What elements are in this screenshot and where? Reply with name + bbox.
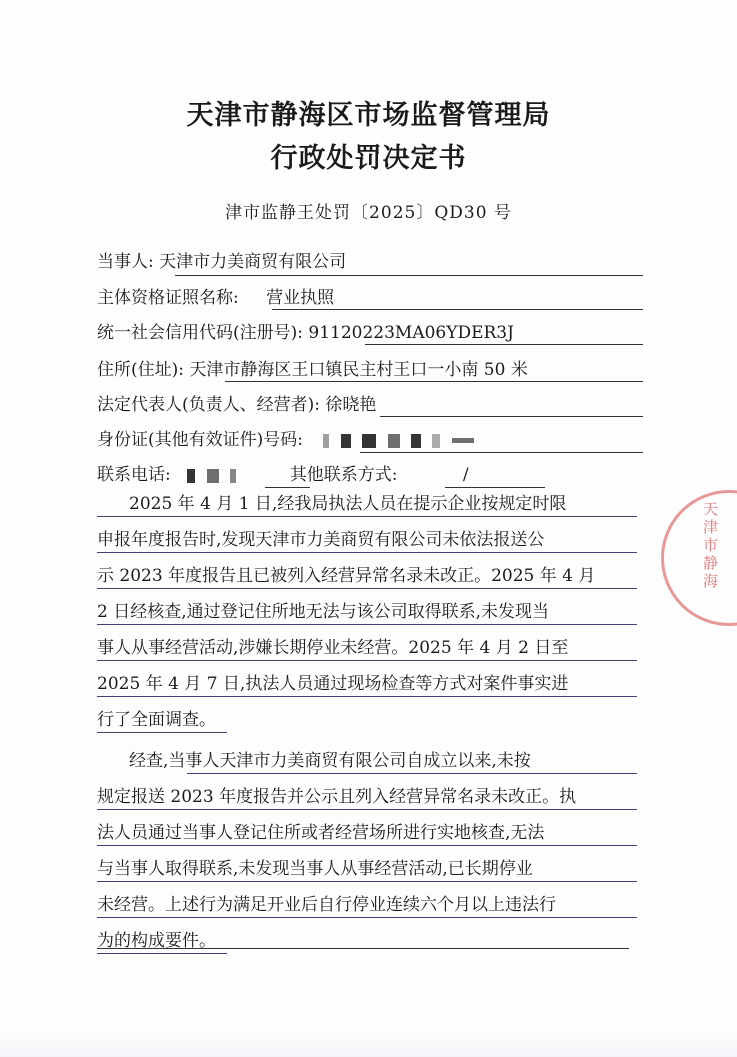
license-label: 主体资格证照名称: [97,288,239,308]
party-label: 当事人: [97,252,154,272]
p2-line: 为的构成要件。 [97,931,216,951]
license-underline [272,309,643,310]
p1-underline [97,660,637,661]
address-underline [225,381,643,382]
p1-underline [97,624,637,625]
p1-line: 行了全面调查。 [97,710,216,730]
rep-value: 徐晓艳 [325,395,377,415]
p2-line: 规定报送 2023 年度报告并公示且列入经营异常名录未改正。执 [97,787,577,807]
scan-edge-shade [0,1035,737,1057]
official-seal-text: 天津市静海 [703,500,719,590]
credit-underline [365,344,643,345]
p1-underline [97,588,637,589]
credit-row [97,318,514,344]
phone-redacted [184,465,290,485]
closing-underline [97,948,629,949]
license-value: 营业执照 [266,288,335,308]
p2-line: 与当事人取得联系,未发现当事人从事经营活动,已长期停业 [97,859,533,879]
p2-underline [97,845,637,846]
license-row [97,283,334,309]
p1-line: 示 2023 年度报告且已被列入经营异常名录未改正。2025 年 4 月 [97,566,596,586]
p1-line: 2025 年 4 月 1 日,经我局执法人员在提示企业按规定时限 [129,494,567,514]
id-label: 身份证(其他有效证件)号码: [97,430,303,450]
id-redacted [320,430,476,450]
p2-underline [97,917,637,918]
p1-line: 2025 年 4 月 7 日,执法人员通过现场检查等方式对案件事实进 [97,674,569,694]
document-title: 行政处罚决定书 [270,143,467,174]
address-row [97,355,528,381]
p2-underline [97,809,637,810]
p1-line: 2 日经核查,通过登记住所地无法与该公司取得联系,未发现当 [97,602,550,622]
document-number: 津市监静王处罚〔2025〕QD30 号 [225,203,512,223]
other-contact-value: / [462,465,469,485]
phone-label: 联系电话: [97,465,171,485]
address-value: 天津市静海区王口镇民主村王口一小南 50 米 [189,360,528,380]
p2-underline [97,953,227,954]
p1-line: 事人从事经营活动,涉嫌长期停业未经营。2025 年 4 月 2 日至 [97,638,569,658]
p2-line: 未经营。上述行为满足开业后自行停业连续六个月以上违法行 [97,895,556,915]
rep-underline [380,416,643,417]
credit-value: 91120223MA06YDER3J [308,323,514,343]
id-row [97,425,477,451]
id-underline [360,452,643,453]
p2-underline [187,773,637,774]
p2-underline [97,881,637,882]
p1-underline [97,696,637,697]
p1-underline [97,516,637,517]
address-label: 住所(住址): [97,360,184,380]
p2-line: 经查,当事人天津市力美商贸有限公司自成立以来,未按 [129,751,531,771]
phone-row [97,460,469,486]
rep-row [97,390,376,416]
credit-label: 统一社会信用代码(注册号): [97,323,303,343]
party-row [97,247,346,273]
p2-line: 法人员通过当事人登记住所或者经营场所进行实地核查,无法 [97,823,545,843]
rep-label: 法定代表人(负责人、经营者): [97,395,320,415]
party-underline [175,275,643,276]
other-contact-label: 其他联系方式: [289,465,398,485]
party-value: 天津市力美商贸有限公司 [159,252,347,272]
p1-line: 申报年度报告时,发现天津市力美商贸有限公司未依法报送公 [97,530,545,550]
p1-underline [97,732,227,733]
p1-underline [97,552,637,553]
agency-title: 天津市静海区市场监督管理局 [186,100,551,131]
